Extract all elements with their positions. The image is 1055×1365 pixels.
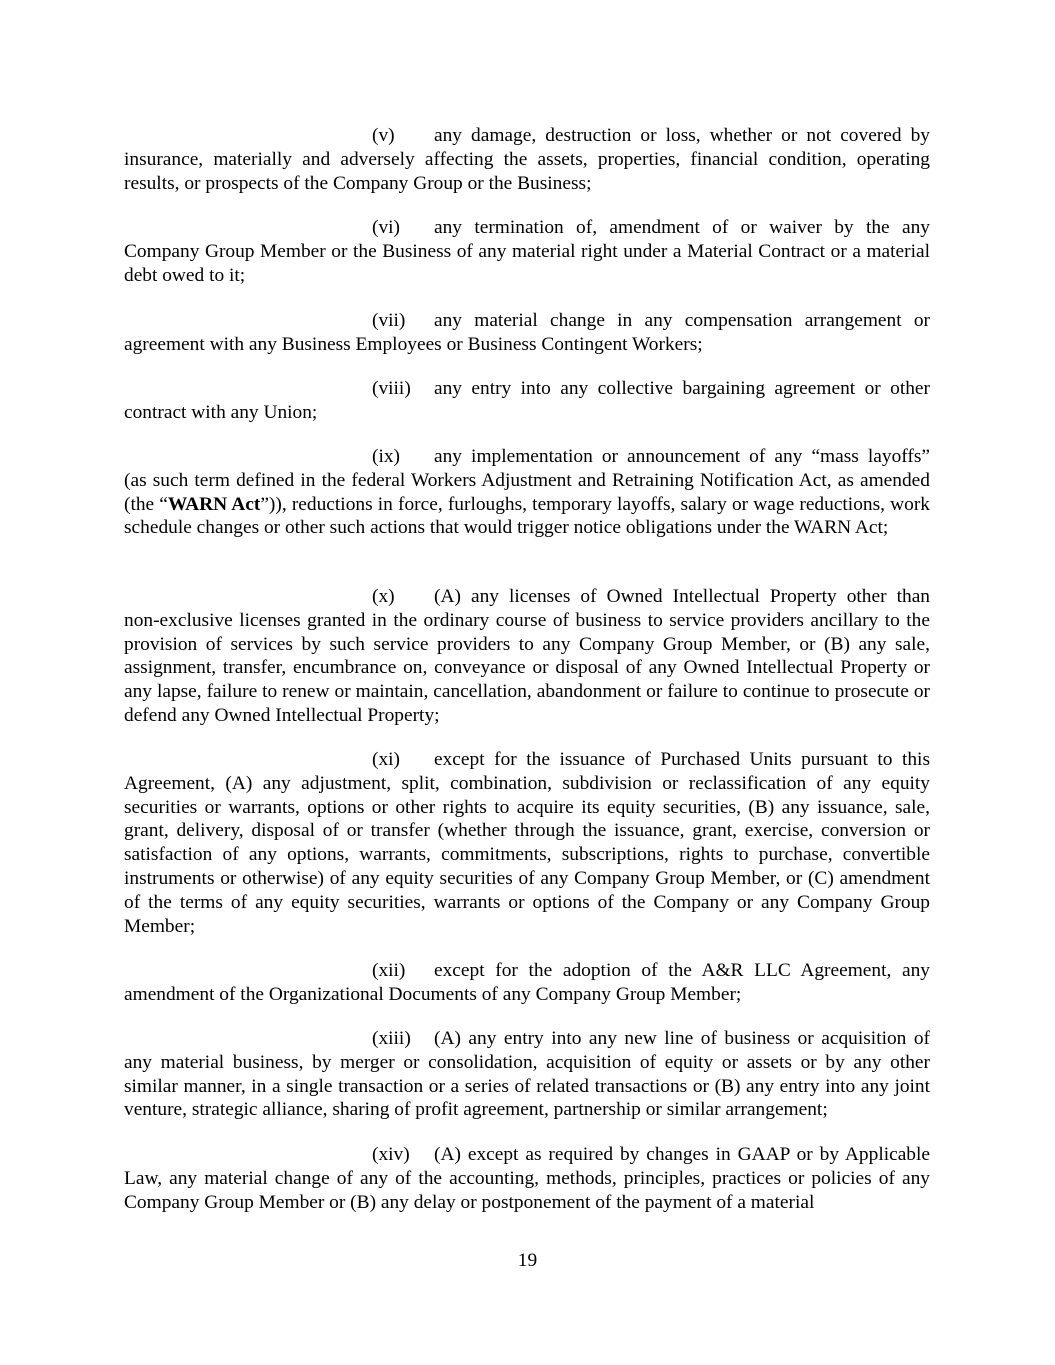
clause-body: Agreement, (A) any adjustment, split, combination, subdivision or reclassification of any equity securities or warrants, options or other rights to acquire its equity securities, (B) any issuance, sale, grant, delivery, disposal of or transfer (whether through the issuance, grant, exercise, conversion or satisfaction of any options, warrants, commitments, subscriptions, rights to purchase, convertible instruments or otherwise) of any equity securities of any Company Group Member, or (C) amendment of the terms of any equity securities, warrants or options of the Company or any Company Group Member; bbox=[124, 772, 930, 937]
clause-xii bbox=[124, 959, 930, 1007]
clause-number: (ix) bbox=[372, 446, 400, 467]
clause-body: insurance, materially and adversely affecting the assets, properties, financial condition, operating results, or prospects of the Company Group or the Business; bbox=[124, 148, 930, 194]
clause-lead-text: except for the adoption of the A&R LLC Agreement, any bbox=[434, 960, 930, 981]
clause-body-before-term: (as such term defined in the federal Workers Adjustment and Retraining Notification Act, as amended (the “ bbox=[124, 469, 930, 515]
clause-lead-text: any implementation or announcement of any “mass layoffs” bbox=[434, 446, 930, 467]
clause-body: non-exclusive licenses granted in the ordinary course of business to service providers ancillary to the provision of services by such service providers to any Company Group Member, or (B) any sale, assignment, transfer, encumbrance on, conveyance or disposal of any Owned Intellectual Property or any lapse, failure to renew or maintain, cancellation, abandonment or failure to continue to prosecute or defend any Owned Intellectual Property; bbox=[124, 609, 930, 726]
clause-number: (vi) bbox=[372, 217, 400, 238]
clause-number: (xiv) bbox=[372, 1144, 410, 1165]
clause-lead-text: (A) except as required by changes in GAAP or by Applicable bbox=[434, 1144, 930, 1165]
clause-number: (vii) bbox=[372, 310, 406, 331]
clause-first-line bbox=[124, 309, 930, 333]
clause-body: Company Group Member or the Business of any material right under a Material Contract or a material debt owed to it; bbox=[124, 240, 930, 286]
clause-number: (v) bbox=[372, 125, 395, 146]
clause-first-line bbox=[124, 748, 930, 772]
clause-lead-text: any material change in any compensation arrangement or bbox=[434, 310, 930, 331]
clause-number: (viii) bbox=[372, 378, 411, 399]
clause-xiv bbox=[124, 1143, 930, 1214]
clause-first-line bbox=[124, 216, 930, 240]
clause-first-line bbox=[124, 445, 930, 469]
clause-v bbox=[124, 124, 930, 195]
clause-number: (xi) bbox=[372, 749, 400, 770]
clause-ix bbox=[124, 445, 930, 540]
clause-vii bbox=[124, 309, 930, 357]
clause-vi bbox=[124, 216, 930, 287]
clause-lead-text: except for the issuance of Purchased Units pursuant to this bbox=[434, 749, 930, 770]
clause-first-line bbox=[124, 959, 930, 983]
clause-xiii bbox=[124, 1027, 930, 1122]
clause-lead-text: any entry into any collective bargaining agreement or other bbox=[434, 378, 930, 399]
clause-lead-text: any termination of, amendment of or waiver by the any bbox=[434, 217, 930, 238]
clause-first-line bbox=[124, 1143, 930, 1167]
clause-lead-text: (A) any entry into any new line of business or acquisition of bbox=[434, 1028, 930, 1049]
clause-lead-text: (A) any licenses of Owned Intellectual Property other than bbox=[434, 586, 930, 607]
defined-term: WARN Act bbox=[167, 493, 261, 515]
clause-lead-text: any damage, destruction or loss, whether or not covered by bbox=[434, 125, 930, 146]
clause-number: (xii) bbox=[372, 960, 406, 981]
page-number: 19 bbox=[517, 1250, 538, 1271]
clause-viii bbox=[124, 377, 930, 425]
clause-body-after-term: ”)), reductions in force, furloughs, temporary layoffs, salary or wage reductions, work schedule changes or other such actions that would trigger notice obligations under the WARN Act; bbox=[124, 493, 930, 539]
clause-body: any material business, by merger or consolidation, acquisition of equity or assets or by any other similar manner, in a single transaction or a series of related transactions or (B) any entry into any joint venture, strategic alliance, sharing of profit agreement, partnership or similar arrangement; bbox=[124, 1051, 930, 1121]
clause-x bbox=[124, 585, 930, 728]
clause-number: (xiii) bbox=[372, 1028, 411, 1049]
clause-body: amendment of the Organizational Documents of any Company Group Member; bbox=[124, 983, 742, 1005]
clause-number: (x) bbox=[372, 586, 395, 607]
clause-body: contract with any Union; bbox=[124, 401, 318, 423]
clause-first-line bbox=[124, 377, 930, 401]
clause-body: agreement with any Business Employees or Business Contingent Workers; bbox=[124, 333, 703, 355]
clause-first-line bbox=[124, 585, 930, 609]
clause-first-line bbox=[124, 1027, 930, 1051]
clause-first-line bbox=[124, 124, 930, 148]
clause-xi bbox=[124, 748, 930, 938]
clause-body: Law, any material change of any of the accounting, methods, principles, practices or policies of any Company Group Member or (B) any delay or postponement of the payment of a material bbox=[124, 1167, 930, 1213]
